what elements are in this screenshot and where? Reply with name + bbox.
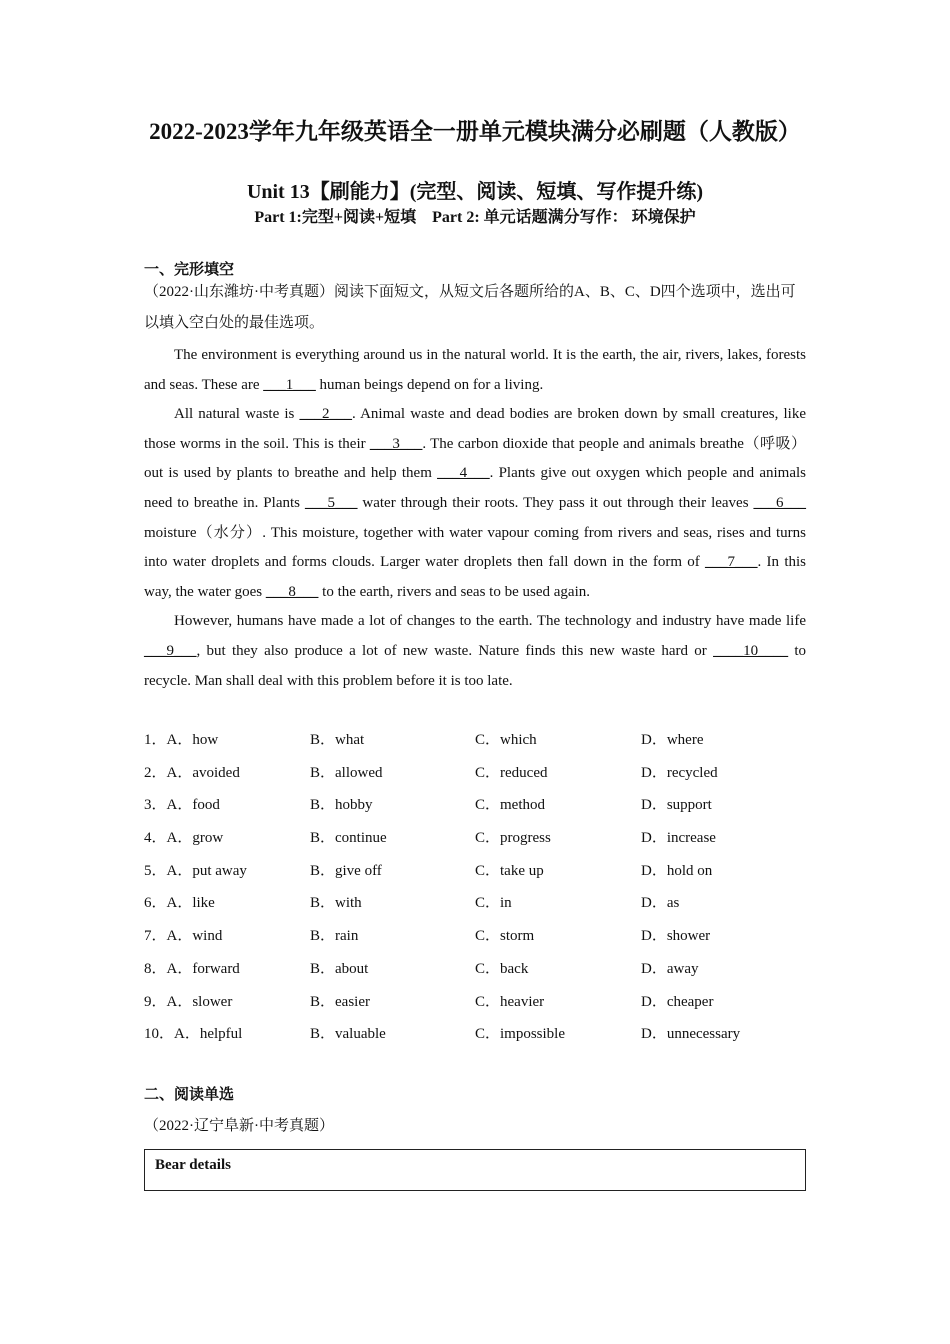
option-choice: B．valuable (310, 1026, 386, 1043)
option-choice: D．hold on (641, 862, 713, 879)
cloze-source-instructions: （2022·山东潍坊·中考真题）阅读下面短文，从短文后各题所给的A、B、C、D四个选项中，选出可以填入空白处的最佳选项。 (144, 284, 796, 331)
option-choice: 2．A．avoided (144, 764, 240, 781)
cloze-blank: ___3___ (369, 435, 423, 452)
passage-paragraph (144, 607, 806, 696)
option-row (144, 757, 806, 790)
option-choice: D．cheaper (641, 993, 714, 1010)
option-choice: C．reduced (475, 764, 548, 781)
passage-text: However, humans have made a lot of changes to the earth. The technology and industry have made life (174, 613, 806, 630)
passage-paragraph (144, 400, 806, 607)
passage-text: . In this way, the water goes (144, 554, 806, 600)
option-choice: B．give off (310, 862, 382, 879)
reading-source: （2022·辽宁阜新·中考真题） (144, 1118, 334, 1134)
part-subtitle: Part 1:完型+阅读+短填 Part 2: 单元话题满分写作： 环境保护 (254, 209, 696, 226)
passage-text: , but they also produce a lot of new waste. Nature finds this new waste hard or (196, 642, 714, 659)
option-choice: B．hobby (310, 797, 373, 814)
passage-text: . The carbon dioxide that people and animals breathe（呼吸）out is used by plants to breathe and help them (144, 435, 806, 482)
option-choice: C．heavier (475, 993, 545, 1010)
option-choice: 1．A．how (144, 732, 219, 748)
option-row (144, 953, 806, 986)
option-choice: B．continue (310, 830, 387, 847)
option-choice: 5．A．put away (144, 862, 247, 879)
option-choice: D．where (641, 732, 704, 748)
option-row (144, 789, 806, 822)
option-choice: D．recycled (641, 764, 718, 781)
cloze-blank: ___2___ (299, 406, 353, 423)
option-choice: C．take up (475, 862, 544, 879)
cloze-passage (144, 341, 806, 696)
option-choice: C．back (475, 960, 529, 977)
option-choice: 3．A．food (144, 797, 220, 814)
section-heading-reading: 二、阅读单选 (144, 1087, 235, 1103)
option-choice: 6．A．like (144, 895, 215, 912)
option-choice: B．allowed (310, 764, 383, 781)
unit-title: Unit 13【刷能力】(完型、阅读、短填、写作提升练) (246, 181, 704, 203)
cloze-blank: ___8___ (265, 583, 319, 600)
passage-text: The environment is everything around us in the natural world. It is the earth, the air, rivers, lakes, forests and seas. These are (144, 347, 806, 393)
option-choice: 10．A．helpful (144, 1026, 243, 1043)
cloze-blank: ___4___ (437, 465, 490, 482)
cloze-blank: ___7___ (705, 554, 758, 571)
passage-text: to recycle. Man shall deal with this problem before it is too late. (144, 642, 807, 689)
cloze-blank: ___1___ (263, 376, 316, 393)
option-row (144, 855, 806, 888)
option-choice: B．what (310, 732, 365, 748)
option-choice: B．easier (310, 993, 370, 1010)
option-choice: 9．A．slower (144, 993, 233, 1010)
passage-text: to the earth, rivers and seas to be used again. (318, 583, 590, 600)
passage-text: human beings depend on for a living. (315, 376, 544, 393)
document-title: 2022-2023学年九年级英语全一册单元模块满分必刷题（人教版） (149, 119, 801, 144)
passage-text: All natural waste is (174, 406, 300, 423)
passage-text: moisture（水分）. This moisture, together with water vapour coming from rivers and seas, rises and turns into water droplets and forms clouds. Larger water droplets then fall down in the form of (144, 524, 806, 571)
option-row (144, 724, 806, 757)
option-choice: D．shower (641, 928, 711, 945)
bear-details-box (144, 1149, 806, 1191)
option-row (144, 986, 806, 1019)
passage-text: . Plants give out oxygen which people and animals need to breathe in. Plants (144, 465, 806, 511)
option-choice: 4．A．grow (144, 830, 224, 847)
option-choice: D．unnecessary (641, 1026, 741, 1043)
option-choice: 8．A．forward (144, 960, 240, 977)
option-row (144, 920, 806, 953)
cloze-blank: ___6___ (753, 494, 806, 511)
option-choice: D．away (641, 960, 699, 977)
section-heading-cloze: 一、完形填空 (144, 262, 235, 278)
option-choice: B．with (310, 895, 362, 912)
passage-paragraph (144, 341, 806, 400)
cloze-blank: ____10____ (713, 642, 789, 659)
cloze-blank: ___9___ (144, 642, 197, 659)
option-choice: C．storm (475, 928, 535, 945)
option-choice: C．in (475, 895, 512, 912)
option-choice: D．support (641, 797, 712, 814)
option-choice: C．impossible (475, 1026, 566, 1043)
option-choice: C．method (475, 797, 545, 814)
option-choice: D．as (641, 895, 680, 912)
option-row (144, 887, 806, 920)
passage-text: water through their roots. They pass it out through their leaves (357, 494, 754, 511)
option-row (144, 1018, 806, 1051)
cloze-options (144, 724, 806, 1051)
option-choice: B．rain (310, 928, 359, 945)
option-row (144, 822, 806, 855)
option-choice: C．progress (475, 830, 551, 847)
option-choice: B．about (310, 960, 369, 977)
option-choice: D．increase (641, 830, 716, 847)
passage-text: . Animal waste and dead bodies are broken down by small creatures, like those worms in the soil. This is their (144, 406, 806, 452)
cloze-blank: ___5___ (304, 494, 358, 511)
bear-details-title: Bear details (155, 1157, 231, 1173)
option-choice: 7．A．wind (144, 928, 223, 945)
option-choice: C．which (475, 732, 537, 748)
